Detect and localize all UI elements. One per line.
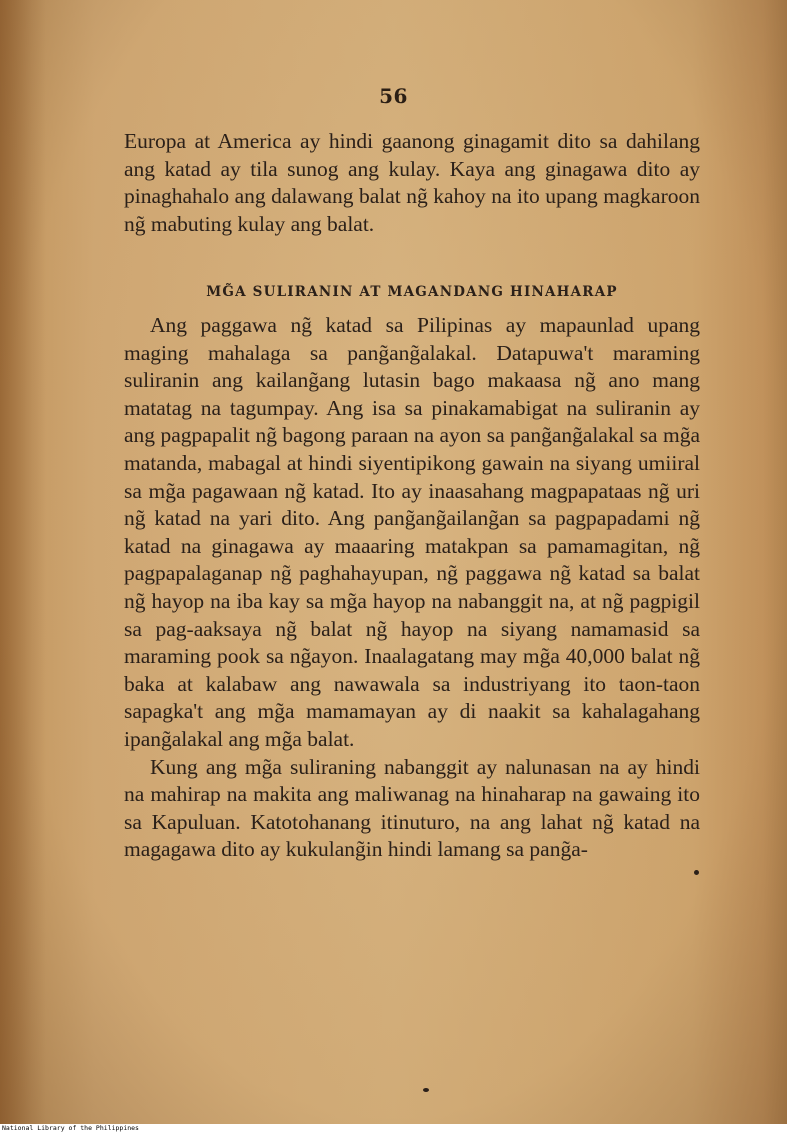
- body-text: [124, 312, 700, 864]
- section-heading: MG̃A SULIRANIN AT MAGANDANG HINAHARAP: [206, 284, 618, 300]
- paragraph: Europa at America ay hindi gaanong ginagamit dito sa dahilang ang katad ay tila sunog ang kulay. Kaya ang ginagawa dito ay pinaghahalo ang dalawang balat ng̃ kahoy na ito upang magkaroon ng̃ mabuting kulay ang balat.: [124, 129, 700, 236]
- paragraph: Kung ang mg̃a suliraning nabanggit ay nalunasan na ay hindi na mahirap na makita ang maliwanag na hinaharap na gawaing ito sa Kapuluan. Katotohanang itinuturo, na ang lahat ng̃ katad na magagawa dito ay kukulang̃in hindi lamang sa pang̃a-: [124, 754, 700, 862]
- paragraph: Ang paggawa ng̃ katad sa Pilipinas ay mapaunlad upang maging mahalaga sa pang̃ang̃alakal. Datapuwa't maraming suliranin ang kailang̃ang lutasin bago makaasa ng̃ ano mang matatag na tagumpay. Ang isa sa pinakamabigat na suliranin ay ang pagpapalit ng̃ bagong paraan na ayon sa pang̃ang̃alakal sa mg̃a matanda, mabagal at hindi siyentipikong gawain na siyang umiiral sa mg̃a pagawaan ng̃ katad. Ito ay inaasahang magpapataas ng̃ uri ng̃ katad na yari dito. Ang pang̃ang̃ailang̃an sa pagpapadami ng̃ katad na ginagawa ay maaaring matakpan sa pamamagitan, ng̃ pagpapalaganap ng̃ paghahayupan, ng̃ paggawa ng̃ katad sa balat ng̃ hayop na iba kay sa mg̃a hayop na nabanggit na, at ng̃ pagpigil sa pag-aaksaya ng̃ balat ng̃ hayop na siyang namamasid sa maraming pook sa ng̃ayon. Inaalagatang may mg̃a 40,000 balat ng̃ baka at kalabaw ang nawawala sa industriyang ito taon-taon sapagka't ang mg̃a mamamayan ay di naakit sa kahalagahang ipang̃alakal ang mg̃a balat.: [124, 313, 700, 751]
- page-number: 56: [379, 84, 408, 108]
- ink-speck: [694, 870, 699, 875]
- intro-text: [124, 128, 700, 238]
- ink-speck: [423, 1088, 429, 1092]
- library-credit: National Library of the Philippines: [2, 1124, 139, 1132]
